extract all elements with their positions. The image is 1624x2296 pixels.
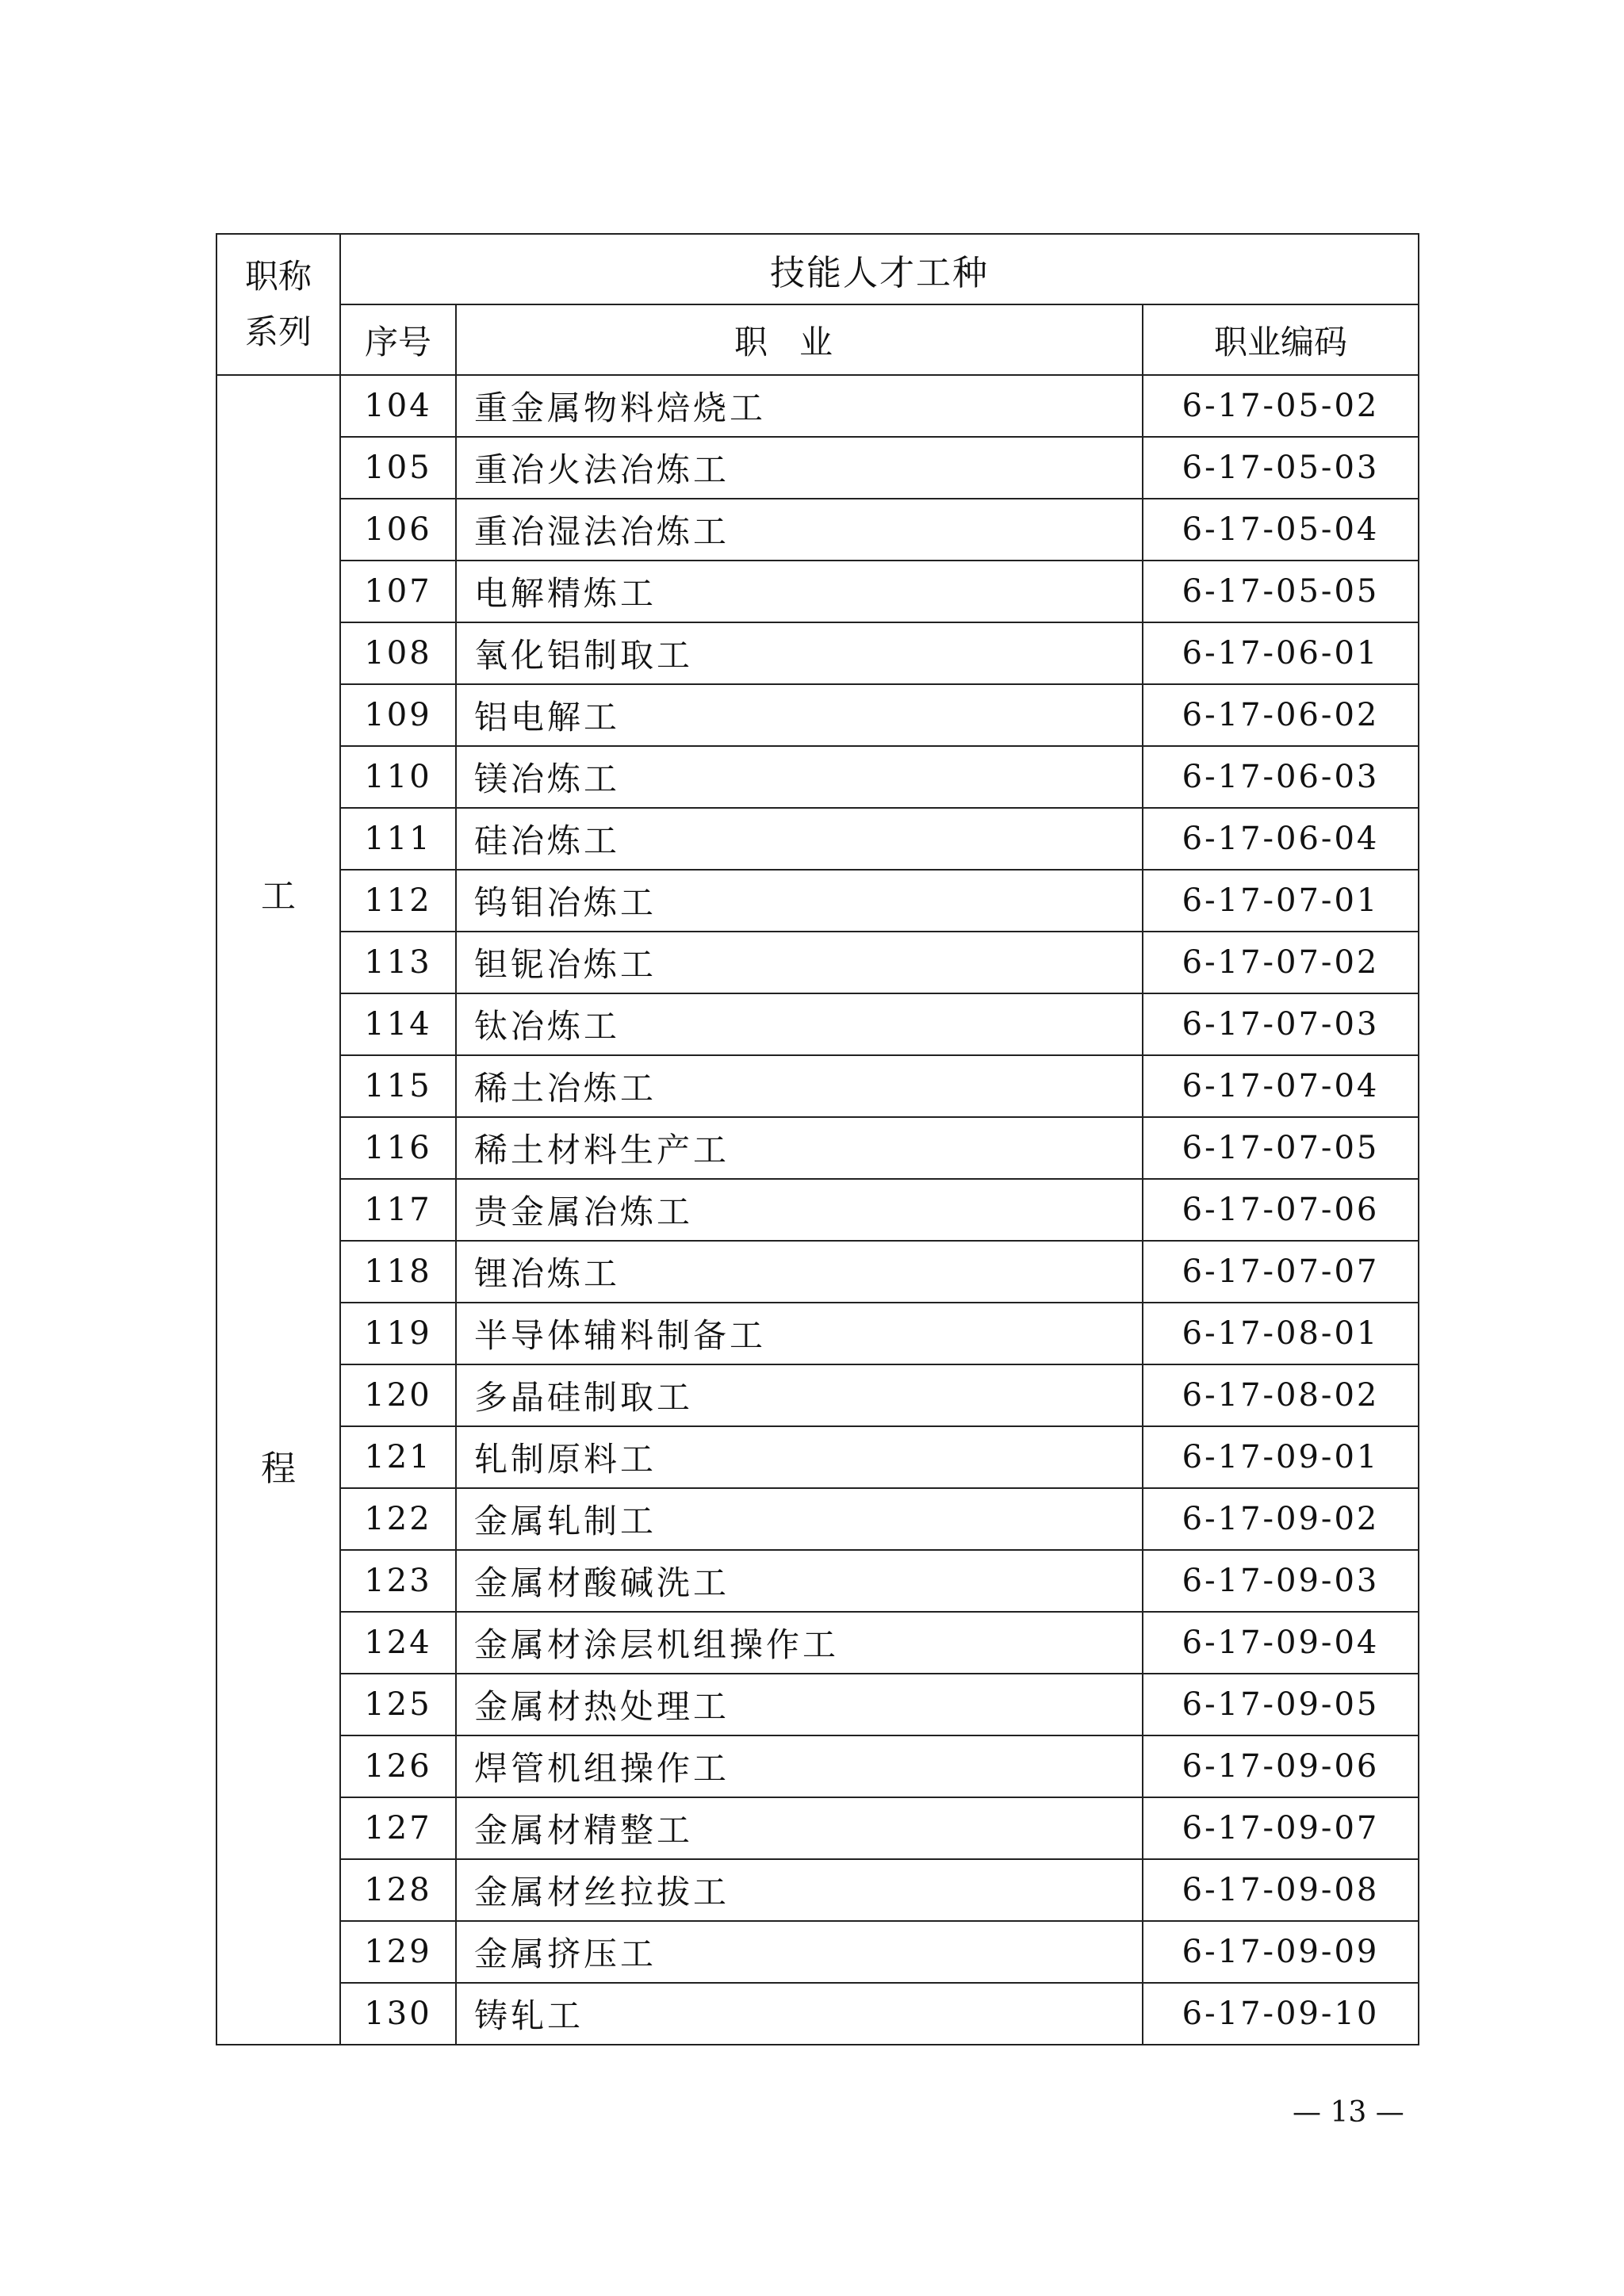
occupation-name-cell: 多晶硅制取工 — [456, 1364, 1143, 1426]
row-number-cell: 107 — [340, 561, 456, 622]
row-number-cell: 127 — [340, 1797, 456, 1859]
occupation-code-cell: 6-17-08-01 — [1143, 1303, 1419, 1364]
occupation-name-cell: 半导体辅料制备工 — [456, 1303, 1143, 1364]
occupation-code-cell: 6-17-05-03 — [1143, 437, 1419, 499]
occupation-code-cell: 6-17-06-01 — [1143, 622, 1419, 684]
occupation-name-cell: 焊管机组操作工 — [456, 1735, 1143, 1797]
occupation-code-cell: 6-17-07-04 — [1143, 1055, 1419, 1117]
occupation-code-cell: 6-17-09-09 — [1143, 1921, 1419, 1983]
header-series-cell — [216, 234, 340, 375]
occupation-name-cell: 稀土冶炼工 — [456, 1055, 1143, 1117]
occupation-name-cell: 锂冶炼工 — [456, 1241, 1143, 1303]
occupation-name-cell: 氧化铝制取工 — [456, 622, 1143, 684]
table-row — [216, 561, 1419, 622]
header-occupation-label: 职业 — [733, 322, 864, 362]
table-row — [216, 375, 1419, 437]
occupation-code-cell: 6-17-06-03 — [1143, 746, 1419, 808]
table-row — [216, 1983, 1419, 2045]
row-number-cell: 122 — [340, 1488, 456, 1550]
table-body — [216, 375, 1419, 2045]
occupation-name-cell: 稀土材料生产工 — [456, 1117, 1143, 1179]
occupation-code-cell: 6-17-06-04 — [1143, 808, 1419, 870]
occupation-name-cell: 重金属物料焙烧工 — [456, 375, 1143, 437]
row-number-cell: 112 — [340, 870, 456, 932]
table-row — [216, 1364, 1419, 1426]
occupation-code-cell: 6-17-09-07 — [1143, 1797, 1419, 1859]
header-series-label: 职称 系列 — [244, 257, 312, 351]
occupation-name-cell: 贵金属冶炼工 — [456, 1179, 1143, 1241]
header-code-cell — [1143, 304, 1419, 375]
occupation-name-cell: 金属挤压工 — [456, 1921, 1143, 1983]
occupation-code-cell: 6-17-05-04 — [1143, 499, 1419, 561]
row-number-cell: 126 — [340, 1735, 456, 1797]
table-row — [216, 437, 1419, 499]
occupation-code-cell: 6-17-09-05 — [1143, 1674, 1419, 1735]
occupation-name-cell: 硅冶炼工 — [456, 808, 1143, 870]
occupation-name-cell: 电解精炼工 — [456, 561, 1143, 622]
table-row — [216, 1550, 1419, 1612]
row-number-cell: 114 — [340, 993, 456, 1055]
occupation-name-cell: 金属材热处理工 — [456, 1674, 1143, 1735]
table-row — [216, 1612, 1419, 1674]
table-row — [216, 1859, 1419, 1921]
occupation-code-cell: 6-17-09-04 — [1143, 1612, 1419, 1674]
row-number-cell: 113 — [340, 932, 456, 993]
occupation-code-cell: 6-17-07-01 — [1143, 870, 1419, 932]
table-row — [216, 932, 1419, 993]
table-row — [216, 684, 1419, 746]
row-number-cell: 128 — [340, 1859, 456, 1921]
occupation-code-cell: 6-17-09-08 — [1143, 1859, 1419, 1921]
header-code-label: 职业编码 — [1214, 322, 1348, 362]
table-row — [216, 1797, 1419, 1859]
occupation-name-cell: 铸轧工 — [456, 1983, 1143, 2045]
row-number-cell: 108 — [340, 622, 456, 684]
series-char: 程 — [261, 1448, 296, 1489]
occupation-name-cell: 金属轧制工 — [456, 1488, 1143, 1550]
table-row — [216, 1303, 1419, 1364]
table-row — [216, 993, 1419, 1055]
header-group-cell — [340, 234, 1419, 304]
occupation-code-cell: 6-17-07-02 — [1143, 932, 1419, 993]
occupation-name-cell: 重冶湿法冶炼工 — [456, 499, 1143, 561]
row-number-cell: 125 — [340, 1674, 456, 1735]
table-row — [216, 1921, 1419, 1983]
table-row — [216, 499, 1419, 561]
row-number-cell: 123 — [340, 1550, 456, 1612]
occupation-name-cell: 金属材涂层机组操作工 — [456, 1612, 1143, 1674]
occupation-code-cell: 6-17-05-05 — [1143, 561, 1419, 622]
row-number-cell: 105 — [340, 437, 456, 499]
occupation-name-cell: 铝电解工 — [456, 684, 1143, 746]
row-number-cell: 120 — [340, 1364, 456, 1426]
occupation-name-cell: 重冶火法冶炼工 — [456, 437, 1143, 499]
occupation-code-cell: 6-17-06-02 — [1143, 684, 1419, 746]
row-number-cell: 124 — [340, 1612, 456, 1674]
occupation-table — [216, 233, 1419, 2045]
table-row — [216, 1488, 1419, 1550]
header-num-cell — [340, 304, 456, 375]
row-number-cell: 117 — [340, 1179, 456, 1241]
row-number-cell: 116 — [340, 1117, 456, 1179]
occupation-code-cell: 6-17-09-01 — [1143, 1426, 1419, 1488]
occupation-code-cell: 6-17-05-02 — [1143, 375, 1419, 437]
table-row — [216, 622, 1419, 684]
row-number-cell: 130 — [340, 1983, 456, 2045]
occupation-code-cell: 6-17-09-02 — [1143, 1488, 1419, 1550]
occupation-code-cell: 6-17-09-03 — [1143, 1550, 1419, 1612]
occupation-name-cell: 钛冶炼工 — [456, 993, 1143, 1055]
table-row — [216, 870, 1419, 932]
table-row — [216, 1179, 1419, 1241]
row-number-cell: 121 — [340, 1426, 456, 1488]
occupation-name-cell: 钨钼冶炼工 — [456, 870, 1143, 932]
table-row — [216, 1426, 1419, 1488]
occupation-name-cell: 镁冶炼工 — [456, 746, 1143, 808]
header-group-label: 技能人才工种 — [770, 252, 990, 293]
occupation-code-cell: 6-17-09-06 — [1143, 1735, 1419, 1797]
row-number-cell: 106 — [340, 499, 456, 561]
table-row — [216, 1055, 1419, 1117]
table-row — [216, 1241, 1419, 1303]
occupation-name-cell: 金属材精整工 — [456, 1797, 1143, 1859]
occupation-code-cell: 6-17-07-03 — [1143, 993, 1419, 1055]
row-number-cell: 111 — [340, 808, 456, 870]
occupation-code-cell: 6-17-09-10 — [1143, 1983, 1419, 2045]
table-row — [216, 746, 1419, 808]
row-number-cell: 129 — [340, 1921, 456, 1983]
occupation-code-cell: 6-17-07-05 — [1143, 1117, 1419, 1179]
occupation-name-cell: 钽铌冶炼工 — [456, 932, 1143, 993]
row-number-cell: 104 — [340, 375, 456, 437]
header-occupation-cell — [456, 304, 1143, 375]
series-char: 工 — [261, 876, 296, 916]
table-row — [216, 1735, 1419, 1797]
occupation-name-cell: 金属材酸碱洗工 — [456, 1550, 1143, 1612]
occupation-name-cell: 金属材丝拉拔工 — [456, 1859, 1143, 1921]
row-number-cell: 118 — [340, 1241, 456, 1303]
row-number-cell: 119 — [340, 1303, 456, 1364]
occupation-code-cell: 6-17-08-02 — [1143, 1364, 1419, 1426]
series-value-cell — [216, 375, 340, 2045]
row-number-cell: 115 — [340, 1055, 456, 1117]
table-row — [216, 1117, 1419, 1179]
table-row — [216, 1674, 1419, 1735]
row-number-cell: 109 — [340, 684, 456, 746]
occupation-code-cell: 6-17-07-07 — [1143, 1241, 1419, 1303]
page-number: — 13 — — [1293, 2096, 1404, 2129]
occupation-code-cell: 6-17-07-06 — [1143, 1179, 1419, 1241]
occupation-name-cell: 轧制原料工 — [456, 1426, 1143, 1488]
row-number-cell: 110 — [340, 746, 456, 808]
table-row — [216, 808, 1419, 870]
header-num-label: 序号 — [364, 322, 431, 362]
